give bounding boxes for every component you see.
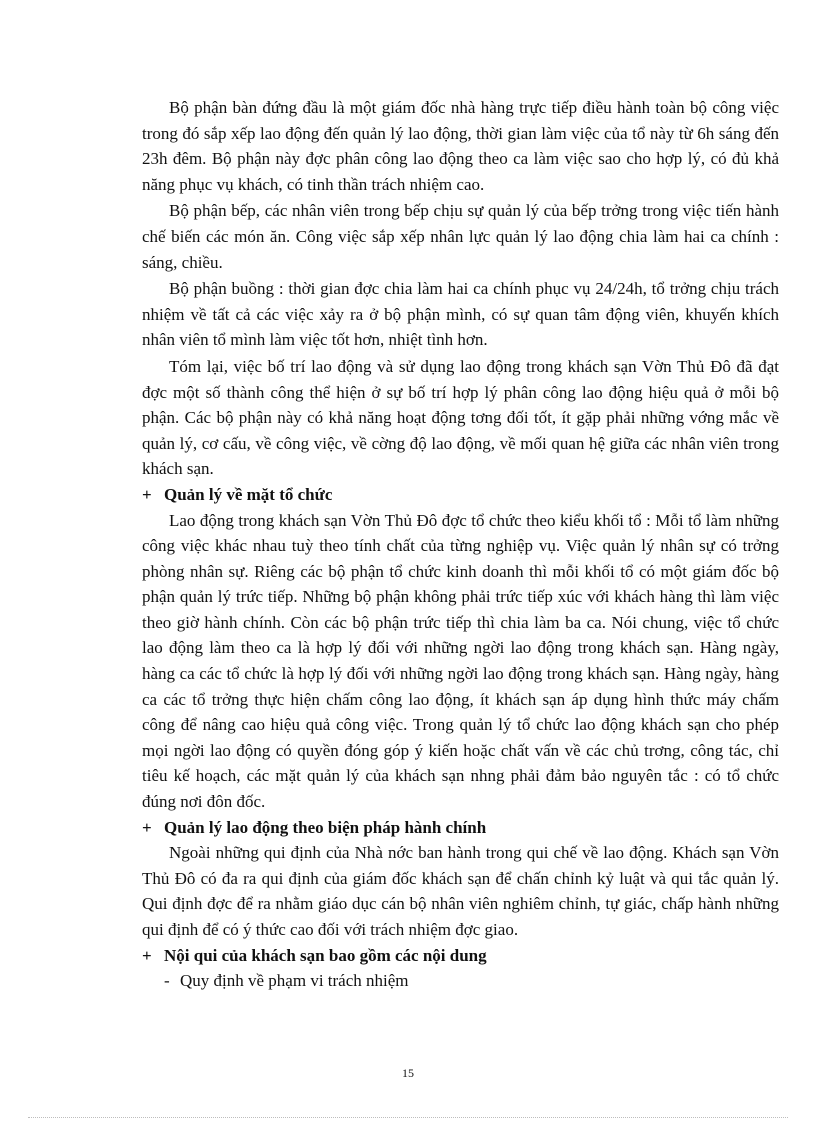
heading-hotel-rules xyxy=(142,943,779,969)
page-number: 15 xyxy=(402,1066,414,1080)
heading-organization-management xyxy=(142,482,779,508)
list-item-text: Quy định về phạm vi trách nhiệm xyxy=(180,971,409,991)
document-body xyxy=(142,95,779,994)
heading-text: Quản lý lao động theo biện pháp hành chính xyxy=(164,817,487,837)
paragraph-organization: Lao động trong khách sạn Vờn Thủ Đô đợc tổ chức theo kiểu khối tổ : Mỗi tổ làm những công việc khác nhau tuỳ theo tính chất của từng nghiệp vụ. Việc quản lý nhân sự có trởng phòng nhân sự. Riêng các bộ phận tổ chức kinh doanh thì mỗi khối tổ có một giám đốc bộ phận quản lý trức tiếp. Những bộ phận không phải trức tiếp xúc với khách hàng thì làm việc theo giờ hành chính. Còn các bộ phận trức tiếp thì chia làm ba ca. Nói chung, việc tổ chức lao động làm theo ca là hợp lý đối với những ngời lao động trong khách sạn. Hàng ngày, hàng ca các tổ chức là hợp lý đối với những ngời lao động trong khách sạn. Hàng ngày, hàng ca các tổ trởng thực hiện chấm công lao động, ít khách sạn áp dụng hình thức máy chấm công để nâng cao hiệu quả công việc. Trong quản lý tổ chức lao động khách sạn cho phép mọi ngời lao động có quyền đóng góp ý kiến hoặc chất vấn về các chủ trơng, công tác, chỉ tiêu kế hoạch, các mặt quản lý của khách sạn nhng phải đảm bảo nguyên tắc : có tổ chức đúng nơi đôn đốc. xyxy=(142,510,779,812)
list-bullet: - xyxy=(164,971,170,991)
footer-divider xyxy=(28,1117,788,1118)
paragraph-summary: Tóm lại, việc bố trí lao động và sử dụng lao động trong khách sạn Vờn Thủ Đô đã đạt đợc một số thành công thể hiện ở sự bố trí hợp lý phân công lao động hiệu quả ở mỗi bộ phận. Các bộ phận này có khả năng hoạt động tơng đối tốt, ít gặp phải những vớng mắc về quản lý, cơ cấu, về công việc, về cờng độ lao động, về mối quan hệ giữa các nhân viên trong khách sạn. xyxy=(142,356,779,479)
paragraph-regulations: Ngoài những qui định của Nhà nớc ban hành trong qui chế về lao động. Khách sạn Vờn Thủ Đô có đa ra qui định của giám đốc khách sạn để chấn chỉnh kỷ luật và qui tắc quản lý. Qui định đợc để ra nhằm giáo dục cán bộ nhân viên nghiêm chỉnh, tự giác, chấp hành những qui định để có ý thức cao đối với trách nhiệm đợc giao. xyxy=(142,843,779,939)
heading-bullet: + xyxy=(142,945,152,965)
heading-bullet: + xyxy=(142,484,152,504)
paragraph-housekeeping-department: Bộ phận buồng : thời gian đợc chia làm hai ca chính phục vụ 24/24h, tổ trởng chịu trách nhiệm về tất cả các việc xảy ra ở bộ phận mình, có sự quan tâm động viên, khuyến khích nhân viên tổ mình làm việc tốt hơn, nhiệt tình hơn. xyxy=(142,279,779,350)
heading-administrative-management xyxy=(142,815,779,841)
paragraph-kitchen-department: Bộ phận bếp, các nhân viên trong bếp chịu sự quản lý của bếp trởng trong việc tiến hành chế biến các món ăn. Công việc sắp xếp nhân lực quản lý lao động chia làm hai ca chính : sáng, chiều. xyxy=(142,201,779,272)
heading-text: Nội qui của khách sạn bao gồm các nội dung xyxy=(164,945,487,965)
heading-bullet: + xyxy=(142,817,152,837)
heading-text: Quản lý về mặt tổ chức xyxy=(164,484,333,504)
list-item xyxy=(164,968,779,994)
paragraph-dining-department: Bộ phận bàn đứng đầu là một giám đốc nhà hàng trực tiếp điều hành toàn bộ công việc trong đó sắp xếp lao động đến quản lý lao động, thời gian làm việc của tổ này từ 6h sáng đến 23h đêm. Bộ phận này đợc phân công lao động theo ca làm việc sao cho hợp lý, có đủ khả năng phục vụ khách, có tinh thần trách nhiệm cao. xyxy=(142,98,779,194)
